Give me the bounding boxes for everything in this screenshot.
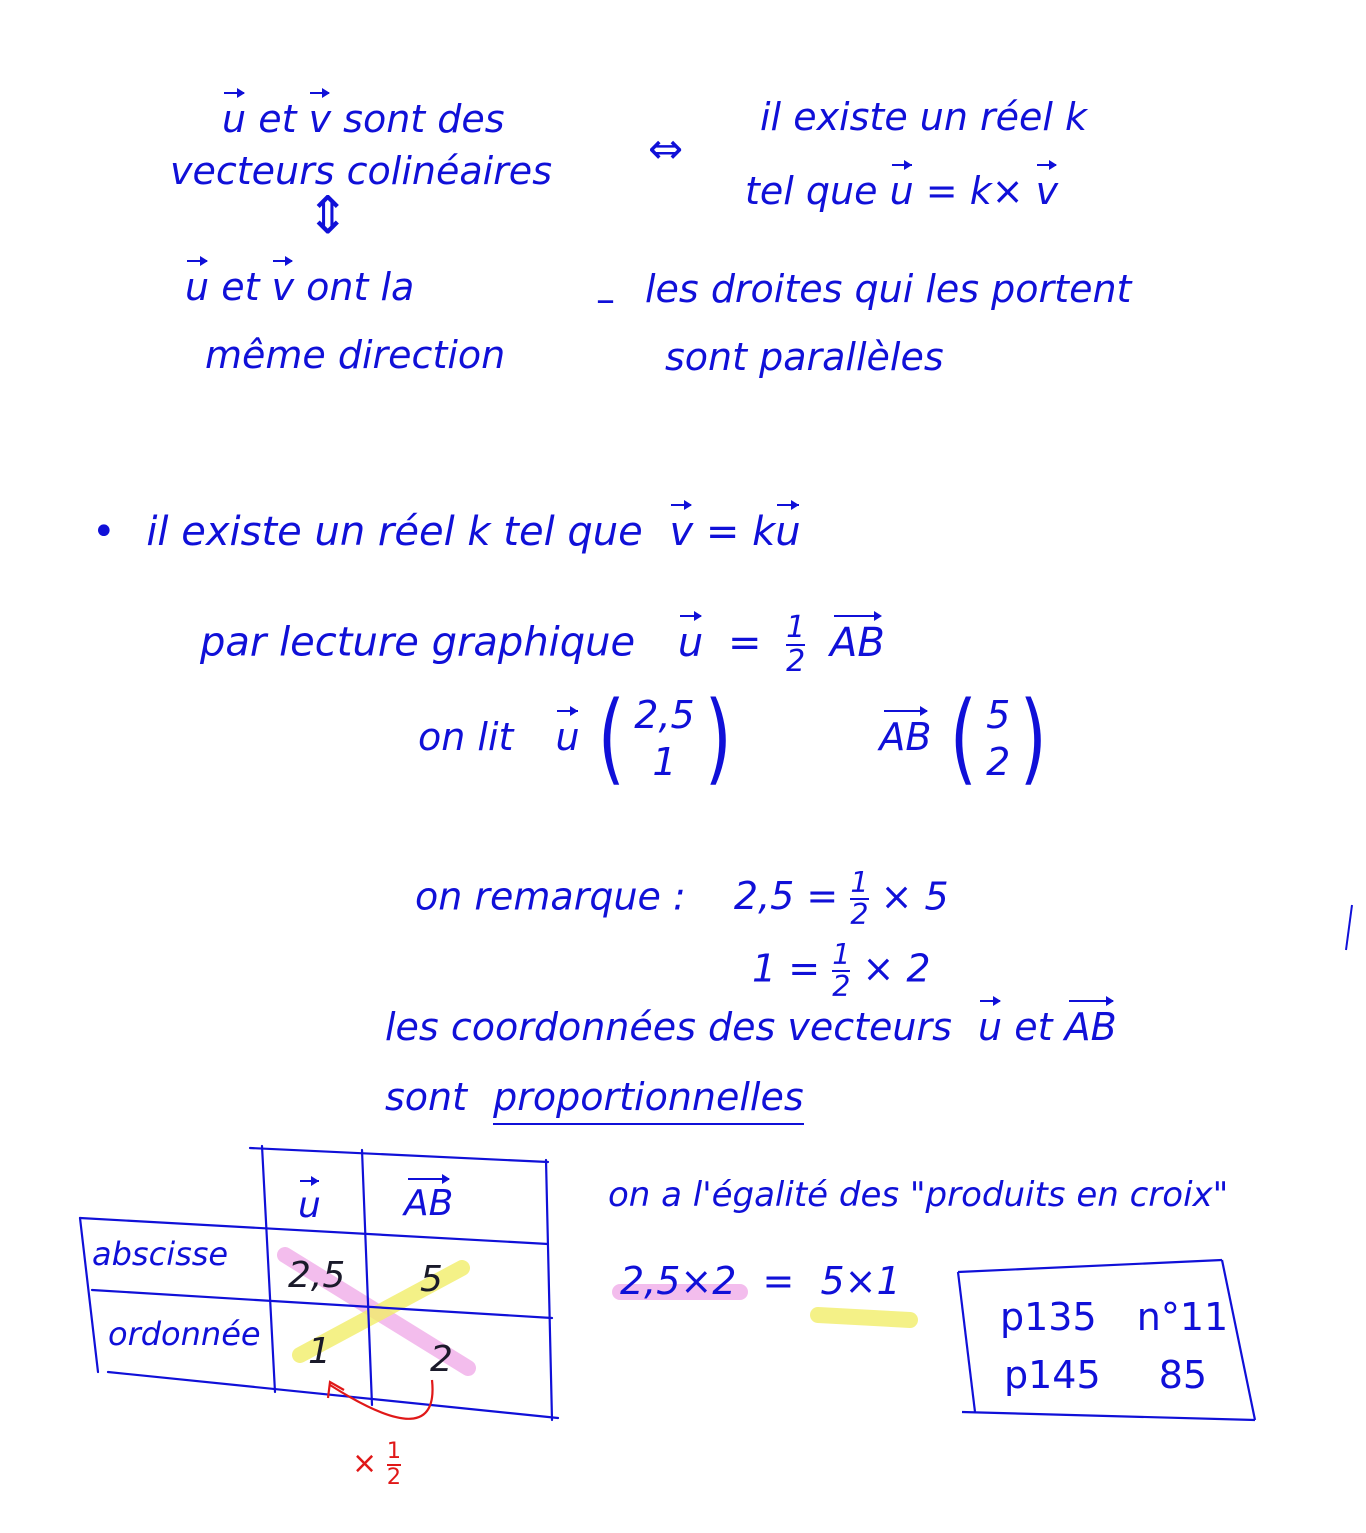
row-header-ordonnee: ordonnée bbox=[108, 1315, 261, 1353]
sont-paralleles: sont parallèles bbox=[665, 335, 944, 379]
updown-double-arrow: ⇕ bbox=[306, 186, 350, 246]
exercise-page-2: p145 bbox=[1004, 1353, 1101, 1397]
cell-ab-y: 2 bbox=[430, 1339, 453, 1380]
proportionnelles-underlined: proportionnelles bbox=[493, 1075, 804, 1125]
ab-y-coord: 2 bbox=[986, 740, 1011, 785]
paren-open: ( bbox=[949, 681, 977, 796]
vector-v-symbol: v bbox=[271, 265, 295, 309]
eq1-lhs: 2,5 = bbox=[733, 874, 839, 919]
on-lit: on lit bbox=[418, 714, 514, 759]
u-y-coord: 1 bbox=[652, 740, 677, 785]
equals-sign: = bbox=[705, 509, 740, 555]
definition-dash: – bbox=[596, 277, 615, 321]
definition-ont-la: ont la bbox=[306, 265, 415, 309]
row-header-abscisse: abscisse bbox=[92, 1235, 229, 1273]
table-header-u bbox=[298, 1185, 321, 1226]
par-lecture-graphique: par lecture graphique bbox=[200, 619, 636, 666]
vector-ab-symbol: AB bbox=[879, 714, 932, 759]
vector-v-symbol: v bbox=[1035, 169, 1059, 213]
cross-rhs: 5×1 bbox=[820, 1259, 901, 1303]
eq2-rhs: × 2 bbox=[862, 946, 931, 991]
coordonnees-des-vecteurs: les coordonnées des vecteurs bbox=[385, 1005, 952, 1049]
yellow-rhs-highlight bbox=[818, 1315, 910, 1320]
multiplier-times: × bbox=[352, 1446, 378, 1482]
vector-u-symbol: u bbox=[889, 169, 914, 213]
cross-product-equation bbox=[620, 1259, 901, 1303]
meme-direction: même direction bbox=[205, 333, 506, 377]
equivalence-arrow: ⇔ bbox=[648, 124, 684, 173]
vector-u-symbol: u bbox=[222, 97, 247, 141]
bullet-dot: • bbox=[92, 509, 116, 555]
cell-u-x: 2,5 bbox=[288, 1255, 346, 1296]
definition-et-2: et bbox=[221, 265, 260, 309]
paren-close: ) bbox=[704, 681, 732, 796]
definition-vecteurs-colineaires: vecteurs colinéaires bbox=[170, 149, 552, 193]
fraction-denominator: 2 bbox=[850, 897, 869, 931]
on-remarque: on remarque : bbox=[415, 874, 686, 919]
droites-qui-les-portent: les droites qui les portent bbox=[645, 267, 1132, 311]
multiplier-denominator: 2 bbox=[386, 1463, 402, 1490]
exercise-num-2: 85 bbox=[1158, 1353, 1208, 1397]
cross-product-sentence: on a l'égalité des "produits en croix" bbox=[608, 1175, 1229, 1215]
ab-x-coord: 5 bbox=[986, 692, 1011, 737]
il-existe-un-reel: il existe un réel k bbox=[760, 95, 1088, 139]
remark-et: et bbox=[1014, 1005, 1053, 1049]
multiplier-numerator: 1 bbox=[386, 1438, 402, 1464]
definition-sont-des: sont des bbox=[343, 97, 505, 141]
definition-et-1: et bbox=[258, 97, 297, 141]
vector-u-symbol: u bbox=[298, 1185, 321, 1226]
equals-sign: = bbox=[727, 619, 762, 666]
vector-v-symbol: v bbox=[308, 97, 332, 141]
tel-que-text: tel que bbox=[745, 169, 878, 213]
cross-eq: = bbox=[762, 1259, 795, 1303]
multiplier-label bbox=[352, 1440, 401, 1489]
vector-ab-symbol: AB bbox=[829, 619, 885, 666]
cell-ab-x: 5 bbox=[420, 1259, 443, 1300]
multiplier-fraction bbox=[387, 1440, 401, 1489]
eq2-lhs: 1 = bbox=[752, 946, 821, 991]
cell-u-y: 1 bbox=[308, 1331, 331, 1372]
vector-u-symbol: u bbox=[978, 1005, 1003, 1049]
u-x-coord: 2,5 bbox=[634, 692, 695, 737]
k-symbol: k bbox=[752, 509, 776, 555]
equals-k-times: = k× bbox=[925, 169, 1024, 213]
margin-tick bbox=[1346, 905, 1352, 950]
exercise-row-2 bbox=[1004, 1353, 1208, 1397]
exercise-row-1 bbox=[1000, 1295, 1229, 1339]
sont-text: sont bbox=[385, 1075, 468, 1119]
fraction-numerator: 1 bbox=[832, 938, 851, 971]
cross-lhs: 2,5×2 bbox=[620, 1259, 737, 1303]
exercise-page-1: p135 bbox=[1000, 1295, 1097, 1339]
vector-u-symbol: u bbox=[775, 509, 801, 555]
fraction-denominator: 2 bbox=[786, 643, 806, 679]
eq1-rhs: × 5 bbox=[880, 874, 949, 919]
vector-ab-symbol: AB bbox=[404, 1183, 454, 1224]
table-header-ab bbox=[404, 1183, 454, 1224]
fraction-numerator: 1 bbox=[786, 610, 806, 645]
il-existe-k-tel-que: il existe un réel k tel que bbox=[146, 509, 643, 555]
exercise-num-1: n°11 bbox=[1136, 1295, 1229, 1339]
fraction-numerator: 1 bbox=[850, 866, 869, 899]
vector-u-symbol: u bbox=[677, 619, 704, 666]
vector-ab-symbol: AB bbox=[1064, 1005, 1117, 1049]
vector-v-symbol: v bbox=[669, 509, 694, 555]
vector-u-symbol: u bbox=[555, 714, 580, 759]
fraction-denominator: 2 bbox=[832, 969, 851, 1003]
paren-open: ( bbox=[597, 681, 625, 796]
paren-close: ) bbox=[1020, 681, 1048, 796]
vector-u-symbol: u bbox=[185, 265, 210, 309]
